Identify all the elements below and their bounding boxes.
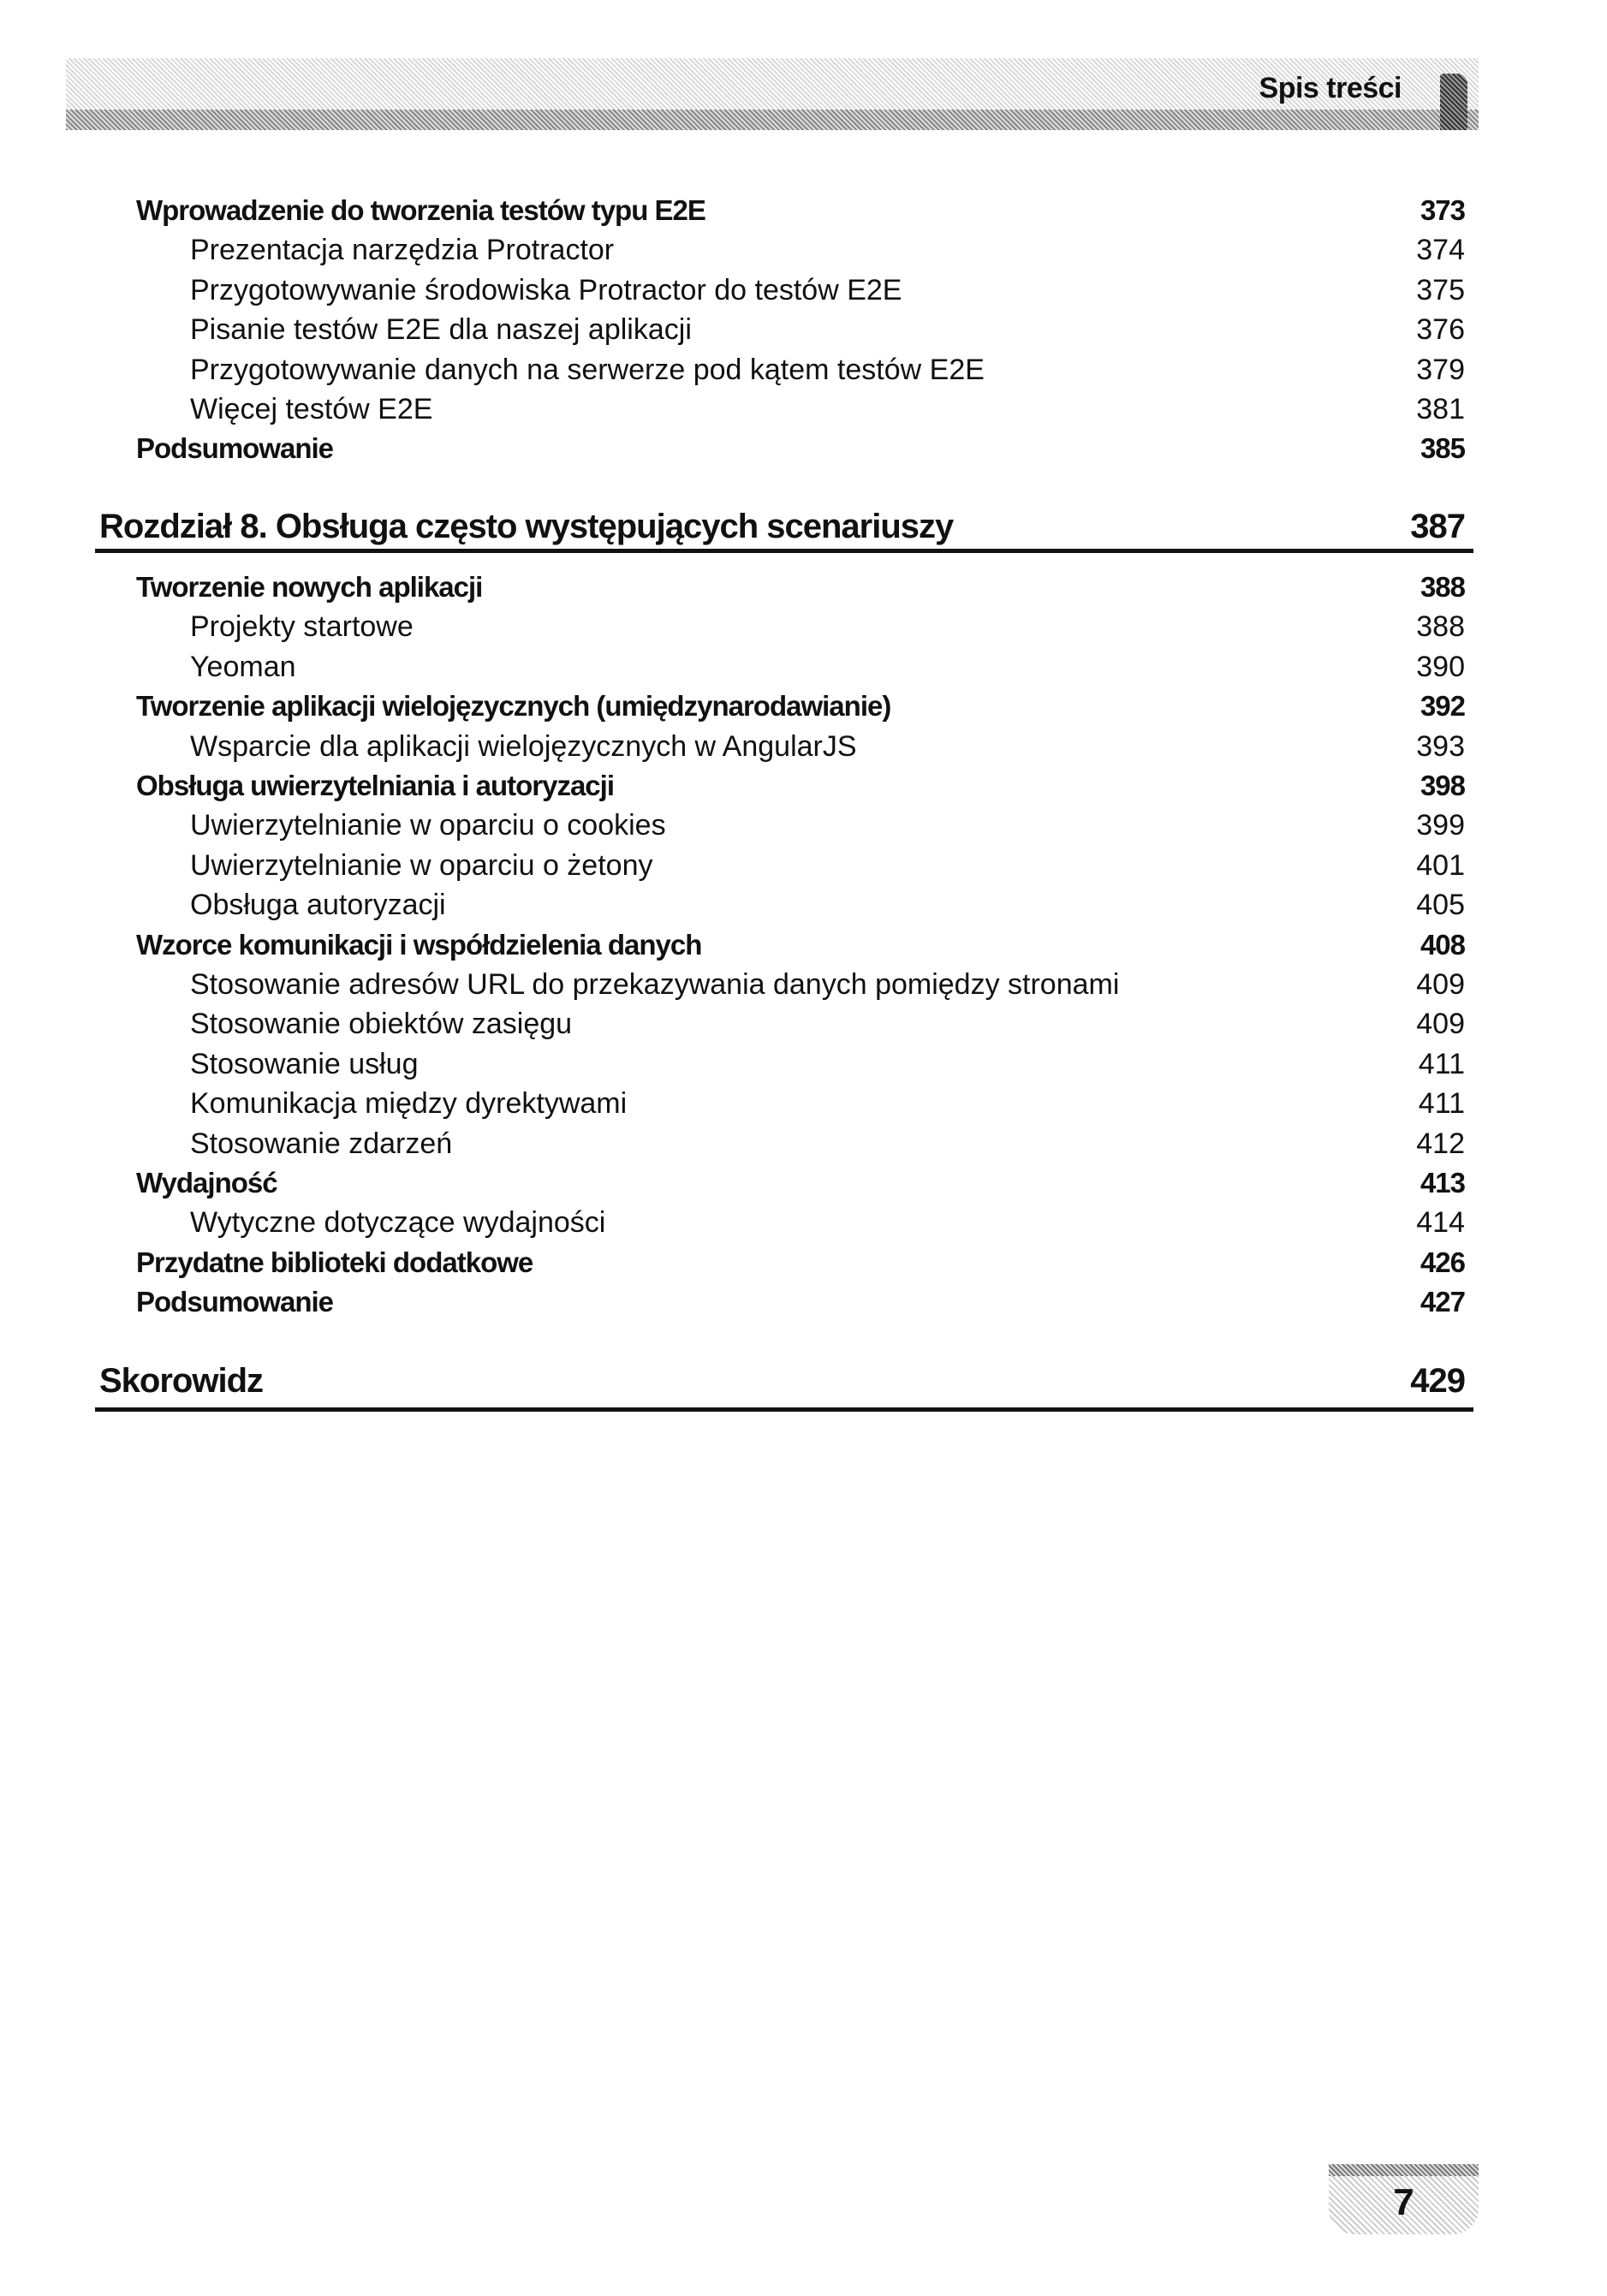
toc-index[interactable] [99, 1359, 1465, 1402]
toc-subsection-entry[interactable] [190, 1004, 1465, 1044]
entry-page: 381 [1416, 393, 1465, 425]
entry-title: Uwierzytelnianie w oparciu o żetony [190, 848, 653, 882]
header-rule [66, 110, 1479, 130]
entry-title: Prezentacja narzędzia Protractor [190, 234, 615, 267]
header-tab-marker [1440, 74, 1467, 130]
entry-page: 375 [1416, 273, 1465, 306]
entry-page: 399 [1416, 809, 1465, 842]
toc-subsection-entry[interactable] [190, 727, 1465, 766]
toc-subsection-entry[interactable] [190, 806, 1465, 845]
entry-title: Stosowanie adresów URL do przekazywania danych pomiędzy stronami [190, 968, 1120, 1001]
entry-page: 405 [1416, 889, 1465, 922]
toc-subsection-entry[interactable] [190, 1044, 1465, 1084]
toc-subsection-entry[interactable] [190, 846, 1465, 885]
entry-page: 390 [1416, 650, 1465, 683]
entry-title: Tworzenie aplikacji wielojęzycznych (umiędzynarodawianie) [136, 690, 891, 723]
toc-section-entry[interactable] [136, 429, 1465, 468]
entry-page: 413 [1420, 1167, 1465, 1199]
entry-page: 409 [1416, 968, 1465, 1001]
toc-section-entry[interactable] [136, 925, 1465, 965]
entry-title: Wprowadzenie do tworzenia testów typu E2E [136, 194, 705, 226]
entry-title: Przygotowywanie środowiska Protractor do testów E2E [190, 273, 902, 306]
entry-title: Tworzenie nowych aplikacji [136, 571, 483, 603]
toc-subsection-entry[interactable] [190, 647, 1465, 687]
entry-page: 379 [1416, 353, 1465, 386]
entry-title: Wsparcie dla aplikacji wielojęzycznych w AngularJS [190, 729, 857, 763]
toc-subsection-entry[interactable] [190, 230, 1465, 270]
toc-chapter-8[interactable] [99, 505, 1465, 548]
toc-subsection-entry[interactable] [190, 350, 1465, 390]
toc-section-entry[interactable] [136, 1282, 1465, 1322]
entry-page: 401 [1416, 848, 1465, 882]
toc-subsection-entry[interactable] [190, 1203, 1465, 1242]
entry-page: 426 [1420, 1246, 1465, 1278]
entry-page: 374 [1416, 234, 1465, 267]
toc-subsection-entry[interactable] [190, 1084, 1465, 1123]
entry-title: Podsumowanie [136, 1286, 334, 1318]
toc-subsection-entry[interactable] [190, 390, 1465, 429]
entry-page: 393 [1416, 729, 1465, 763]
entry-title: Pisanie testów E2E dla naszej aplikacji [190, 313, 692, 347]
entry-title: Wzorce komunikacji i współdzielenia danych [136, 928, 702, 961]
entry-page: 376 [1416, 313, 1465, 347]
chapter-rule [95, 549, 1473, 553]
entry-page: 414 [1416, 1206, 1465, 1240]
entry-title: Więcej testów E2E [190, 393, 433, 425]
toc-subsection-entry[interactable] [190, 271, 1465, 310]
toc-section-entry[interactable] [136, 1163, 1465, 1203]
entry-page: 392 [1420, 690, 1465, 723]
toc-subsection-entry[interactable] [190, 310, 1465, 349]
entry-title: Przydatne biblioteki dodatkowe [136, 1246, 533, 1278]
entry-title: Wytyczne dotyczące wydajności [190, 1206, 606, 1240]
entry-page: 409 [1416, 1008, 1465, 1041]
toc-section-entry[interactable] [136, 687, 1465, 726]
entry-page: 388 [1416, 610, 1465, 644]
page-number: 7 [1393, 2181, 1414, 2223]
index-title: Skorowidz [99, 1362, 264, 1400]
index-page: 429 [1410, 1362, 1465, 1400]
index-rule [95, 1407, 1473, 1412]
entry-page: 385 [1420, 432, 1465, 465]
entry-page: 398 [1420, 770, 1465, 801]
entry-page: 408 [1420, 928, 1465, 961]
toc-subsection-entry[interactable] [190, 607, 1465, 646]
entry-title: Stosowanie obiektów zasięgu [190, 1008, 573, 1041]
entry-title: Podsumowanie [136, 432, 334, 465]
entry-title: Yeoman [190, 650, 296, 683]
toc-section-entry[interactable] [136, 766, 1465, 806]
toc-subsection-entry[interactable] [190, 965, 1465, 1004]
entry-title: Komunikacja między dyrektywami [190, 1087, 628, 1121]
entry-page: 411 [1418, 1087, 1465, 1121]
entry-title: Wydajność [136, 1167, 277, 1199]
page-tab-stripe [1329, 2164, 1479, 2176]
entry-page: 388 [1420, 571, 1465, 603]
entry-title: Obsługa autoryzacji [190, 889, 446, 922]
chapter-page: 387 [1410, 508, 1465, 545]
toc-section-entry[interactable] [136, 1243, 1465, 1282]
entry-title: Obsługa uwierzytelniania i autoryzacji [136, 770, 614, 801]
chapter-title: Rozdział 8. Obsługa często występujących scenariuszy [99, 508, 954, 545]
entry-title: Uwierzytelnianie w oparciu o cookies [190, 809, 666, 842]
running-header-title: Spis treści [1259, 72, 1402, 104]
entry-title: Przygotowywanie danych na serwerze pod kątem testów E2E [190, 353, 985, 386]
page-number-tab [1329, 2164, 1479, 2234]
entry-page: 427 [1420, 1286, 1465, 1318]
entry-page: 373 [1420, 194, 1465, 226]
entry-title: Stosowanie usług [190, 1047, 419, 1080]
toc-subsection-entry[interactable] [190, 885, 1465, 925]
entry-title: Projekty startowe [190, 610, 414, 644]
toc-section-entry[interactable] [136, 568, 1465, 607]
toc-subsection-entry[interactable] [190, 1124, 1465, 1163]
entry-page: 411 [1418, 1047, 1465, 1080]
entry-title: Stosowanie zdarzeń [190, 1127, 453, 1160]
toc-section-entry[interactable] [136, 191, 1465, 230]
entry-page: 412 [1416, 1127, 1465, 1160]
